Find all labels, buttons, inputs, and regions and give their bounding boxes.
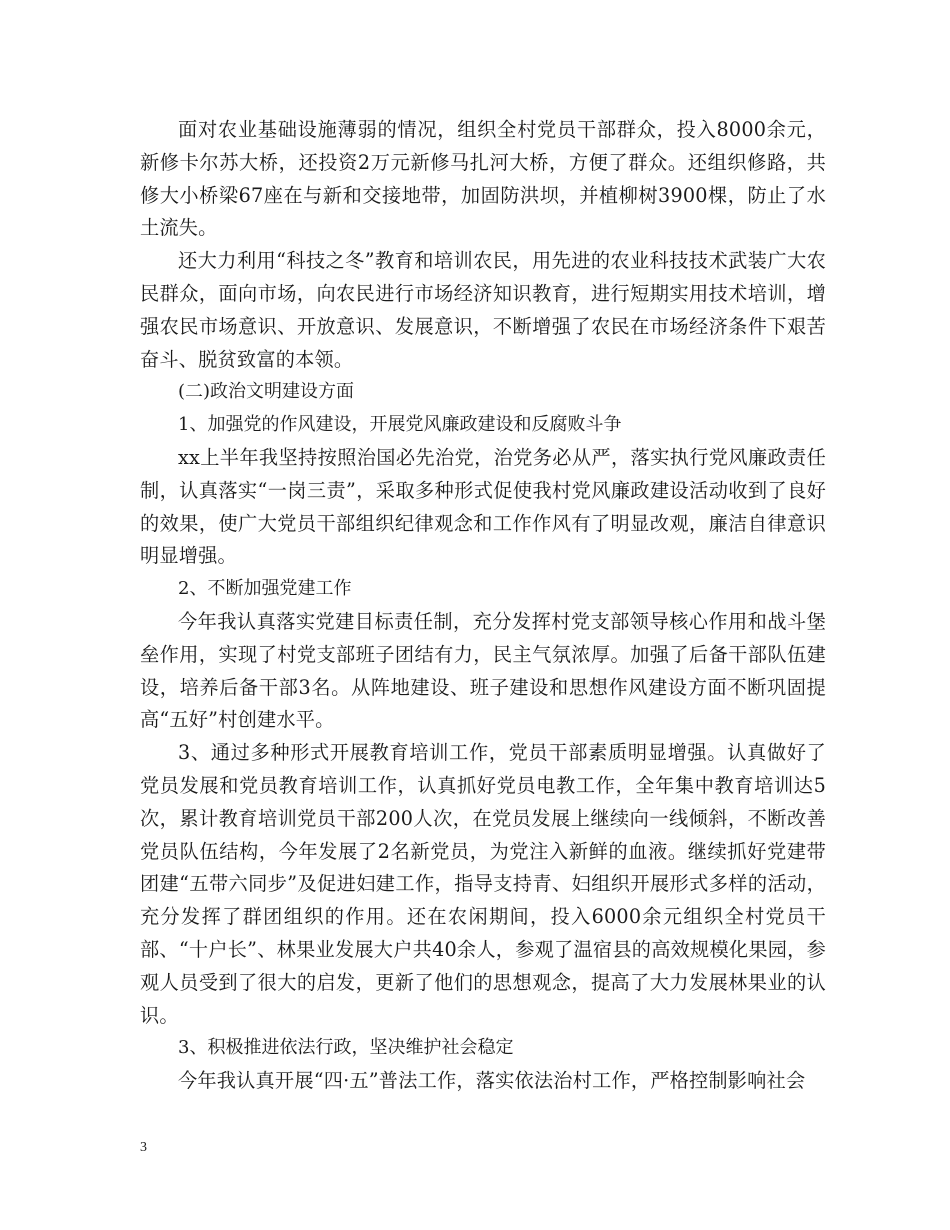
paragraph-technology-training: 还大力利用“科技之冬”教育和培训农民，用先进的农业科技技术武装广大农民群众，面向市场，向农民进行市场经济知识教育，进行短期实用技术培训，增强农民市场意识、开放意识、发展意识，不断增强了农民在市场经济条件下艰苦奋斗、脱贫致富的本领。 — [140, 249, 826, 371]
paragraph-party-discipline: xx上半年我坚持按照治国必先治党，治党务必从严，落实执行党风廉政责任制，认真落实“一岗三责”，采取多种形式促使我村党风廉政建设活动收到了良好的效果，使广大党员干部组织纪律观念和工作作风有了明显改观，廉洁自律意识明显增强。 — [140, 445, 826, 568]
subheading-party-building: 2、不断加强党建工作 — [178, 578, 352, 600]
section-heading-political: (二)政治文明建设方面 — [178, 381, 355, 403]
paragraph-party-building: 今年我认真落实党建目标责任制，充分发挥村党支部领导核心作用和战斗堡垒作用，实现了村党支部班子团结有力，民主气氛浓厚。加强了后备干部队伍建设，培养后备干部3名。从阵地建设、班子建设和思想作风建设方面不断巩固提高“五好”村创建水平。 — [140, 609, 826, 732]
document-body — [140, 114, 826, 1098]
subheading-party-style: 1、加强党的作风建设，开展党风廉政建设和反腐败斗争 — [178, 414, 622, 436]
paragraph-infrastructure: 面对农业基础设施薄弱的情况，组织全村党员干部群众，投入8000余元，新修卡尔苏大桥，还投资2万元新修马扎河大桥，方便了群众。还组织修路，共修大小桥梁67座在与新和交接地带，加固防洪坝，并植柳树3900棵，防止了水土流失。 — [140, 118, 826, 240]
paragraph-education-training: 3、通过多种形式开展教育培训工作，党员干部素质明显增强。认真做好了党员发展和党员教育培训工作，认真抓好党员电教工作，全年集中教育培训达5次，累计教育培训党员干部200人次，在党员发展上继续向一线倾斜，不断改善党员队伍结构，今年发展了2名新党员，为党注入新鲜的血液。继续抓好党建带团建“五带六同步”及促进妇建工作，指导支持青、妇组织开展形式多样的活动，充分发挥了群团组织的作用。还在农闲期间，投入6000余元组织全村党员干部、“十户长”、林果业发展大户共40余人，参观了温宿县的高效规模化果园，参观人员受到了很大的启发，更新了他们的思想观念，提高了大力发展林果业的认识。 — [140, 741, 826, 1027]
paragraph-legal-education: 今年我认真开展“四·五”普法工作，落实依法治村工作，严格控制影响社会 — [178, 1069, 806, 1093]
page-number: 3 — [140, 1140, 147, 1155]
subheading-rule-of-law: 3、积极推进依法行政，坚决维护社会稳定 — [178, 1037, 514, 1059]
